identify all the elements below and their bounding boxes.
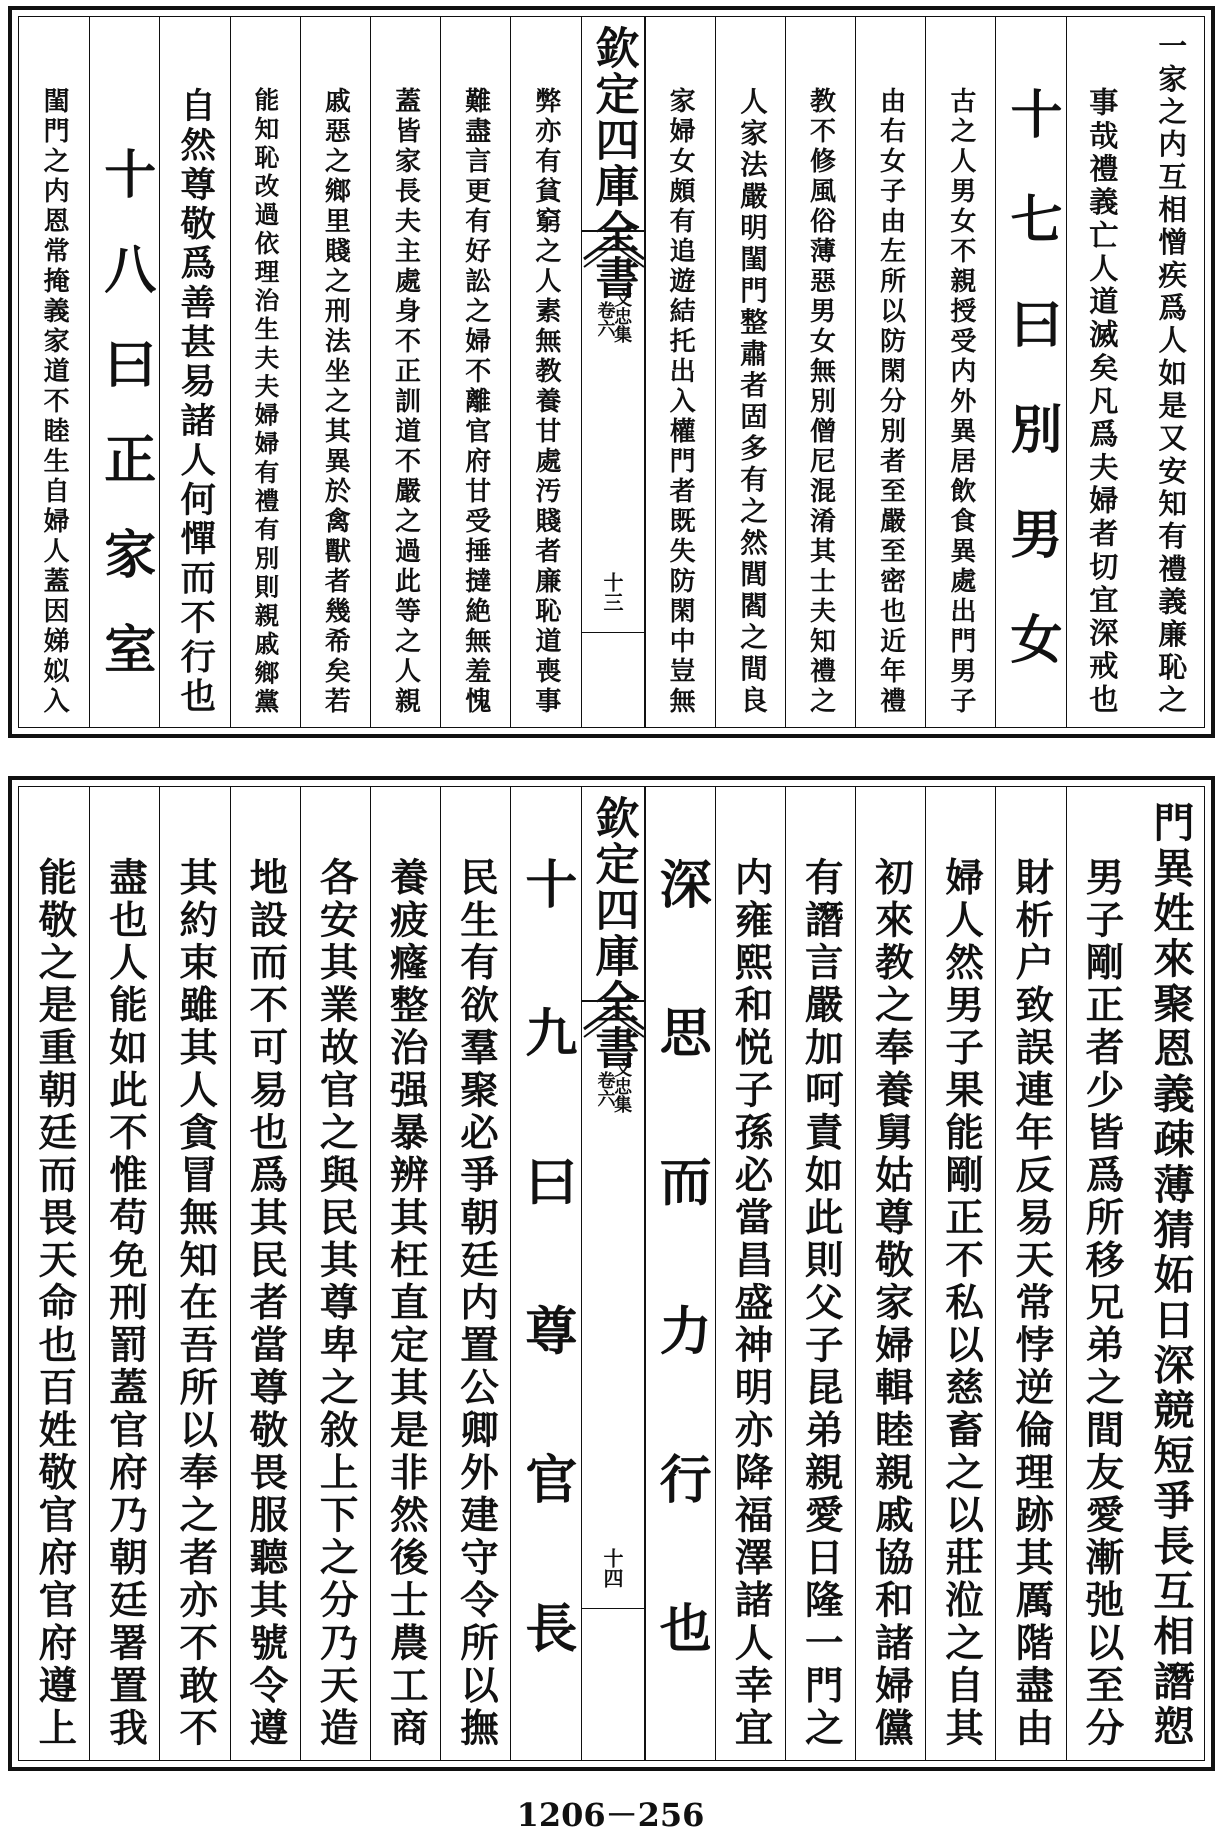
text-column [300, 17, 370, 727]
column-text: 内雍熙和悦子孫必當昌盛神明亦降福澤諸人幸宜 [728, 857, 774, 1750]
folio-page-number: 十三 [600, 572, 624, 613]
column-text: 一家之内互相憎疾爲人如是又安知有禮義廉恥之 [1154, 31, 1189, 717]
column-text: 盡也人能如此不惟苟免刑罰蓋官府乃朝廷署置我 [103, 857, 149, 1750]
column-text: 十九曰尊官長 [515, 857, 577, 1750]
column-text: 蓋皆家長夫主處身不正訓道不嚴之過此等之人親 [390, 87, 421, 717]
column-text: 地設而不可易也爲其民者當尊敬畏服聽其號令遵 [243, 857, 289, 1750]
center-fold-column [581, 17, 645, 727]
column-text: 有譖言嚴加呵責如此則父子昆弟親愛日隆一門之 [798, 857, 844, 1750]
text-column [300, 787, 370, 1760]
text-column [159, 787, 229, 1760]
text-column [89, 787, 159, 1760]
text-column [510, 17, 580, 727]
column-text: 能知恥改過依理治生夫夫婦婦有禮有別則親戚鄉黨 [251, 87, 281, 717]
book-name: 文忠集 [611, 289, 633, 343]
text-column [440, 787, 510, 1760]
text-column [645, 787, 715, 1760]
bottom-page-frame [18, 786, 1205, 1761]
column-text: 養疲癃整治强暴辨其枉直定其是非然後士農工商 [383, 857, 429, 1750]
column-text: 初來教之奉養舅姑尊敬家婦輯睦親戚協和諸婦儻 [868, 857, 914, 1750]
center-fold-column [581, 787, 645, 1760]
column-text: 婦人然男子果能剛正不私以慈畜之以莊涖之自其 [939, 857, 985, 1750]
text-column [855, 17, 925, 727]
text-column [19, 17, 89, 727]
column-text: 古之人男女不親授受内外異居飲食異處出門男子 [945, 87, 976, 717]
text-column [645, 17, 715, 727]
text-column [159, 17, 229, 727]
text-column [715, 17, 785, 727]
column-text: 人家法嚴明閨門整肅者固多有之然閭閻之間良 [735, 87, 768, 717]
text-column [855, 787, 925, 1760]
column-text: 難盡言更有好訟之婦不離官府甘受捶撻絶無羞愧 [460, 87, 491, 717]
collection-title: 欽定四庫全書 [587, 25, 639, 301]
text-column [89, 17, 159, 727]
column-text: 由右女子由左所以防閑分別者至嚴至密也近年禮 [875, 87, 906, 717]
chapter-label: 卷六 [594, 1071, 616, 1107]
text-column [785, 787, 855, 1760]
fishtail-mark-icon [582, 999, 646, 1039]
column-text: 深思而力行也 [650, 857, 712, 1750]
text-column [925, 787, 995, 1760]
column-text: 教不修風俗薄惡男女無別僧尼混淆其士夫知禮之 [805, 87, 836, 717]
column-text: 門異姓來聚恩義疎薄猜妬日深競短爭長互相譖愬 [1146, 801, 1196, 1750]
text-column [995, 787, 1065, 1760]
column-text: 男子剛正者少皆爲所移兄弟之間友愛漸弛以至分 [1079, 857, 1125, 1750]
column-text: 家婦女頗有追遊結托出入權門者既失防閑中豈無 [665, 87, 696, 717]
top-page-block [8, 6, 1215, 738]
column-text: 各安其業故官之與民其尊卑之敘上下之分乃天造 [313, 857, 359, 1750]
column-text: 財析户致誤連年反易天常悖逆倫理跡其厲階盡由 [1009, 857, 1055, 1750]
text-column [1136, 17, 1206, 727]
column-text: 戚惡之鄉里賤之刑法坐之其異於禽獸者幾希矣若 [320, 87, 351, 717]
text-column [785, 17, 855, 727]
folio-page-number: 十四 [600, 1547, 624, 1588]
text-column [230, 17, 300, 727]
column-text: 能敬之是重朝廷而畏天命也百姓敬官府官府遵上 [32, 857, 78, 1750]
chapter-label: 卷六 [594, 301, 616, 337]
text-column [510, 787, 580, 1760]
text-column [1066, 787, 1136, 1760]
column-text: 閨門之内恩常掩義家道不睦生自婦人蓋因娣姒入 [39, 87, 70, 717]
column-text: 其約束雖其人貪冒無知在吾所以奉之者亦不敢不 [173, 857, 219, 1750]
book-name: 文忠集 [611, 1059, 633, 1113]
fishtail-mark-icon [582, 229, 646, 269]
text-column [715, 787, 785, 1760]
column-text: 事哉禮義亡人道滅矣凡爲夫婦者切宜深戒也 [1084, 87, 1119, 717]
top-page-frame [18, 16, 1205, 728]
text-column [230, 787, 300, 1760]
text-column [995, 17, 1065, 727]
column-text: 民生有欲羣聚必爭朝廷内置公卿外建守令所以撫 [453, 857, 499, 1750]
column-text: 弊亦有貧窮之人素無教養甘處汚賤者廉恥道喪事 [530, 87, 561, 717]
text-column [925, 17, 995, 727]
text-column [370, 787, 440, 1760]
text-column [1136, 787, 1206, 1760]
text-column [1066, 17, 1136, 727]
column-text: 十七曰別男女 [1001, 87, 1063, 717]
text-column [19, 787, 89, 1760]
column-text: 十八曰正家室 [94, 147, 156, 717]
folio-divider [582, 632, 644, 633]
page-footer-number: 1206－256 [516, 1796, 705, 1834]
text-column [370, 17, 440, 727]
folio-divider [582, 1608, 644, 1609]
bottom-page-block [8, 776, 1215, 1771]
column-text: 自然尊敬爲善甚易諸人何憚而不行也 [174, 87, 216, 717]
collection-title: 欽定四庫全書 [587, 795, 639, 1071]
text-column [440, 17, 510, 727]
